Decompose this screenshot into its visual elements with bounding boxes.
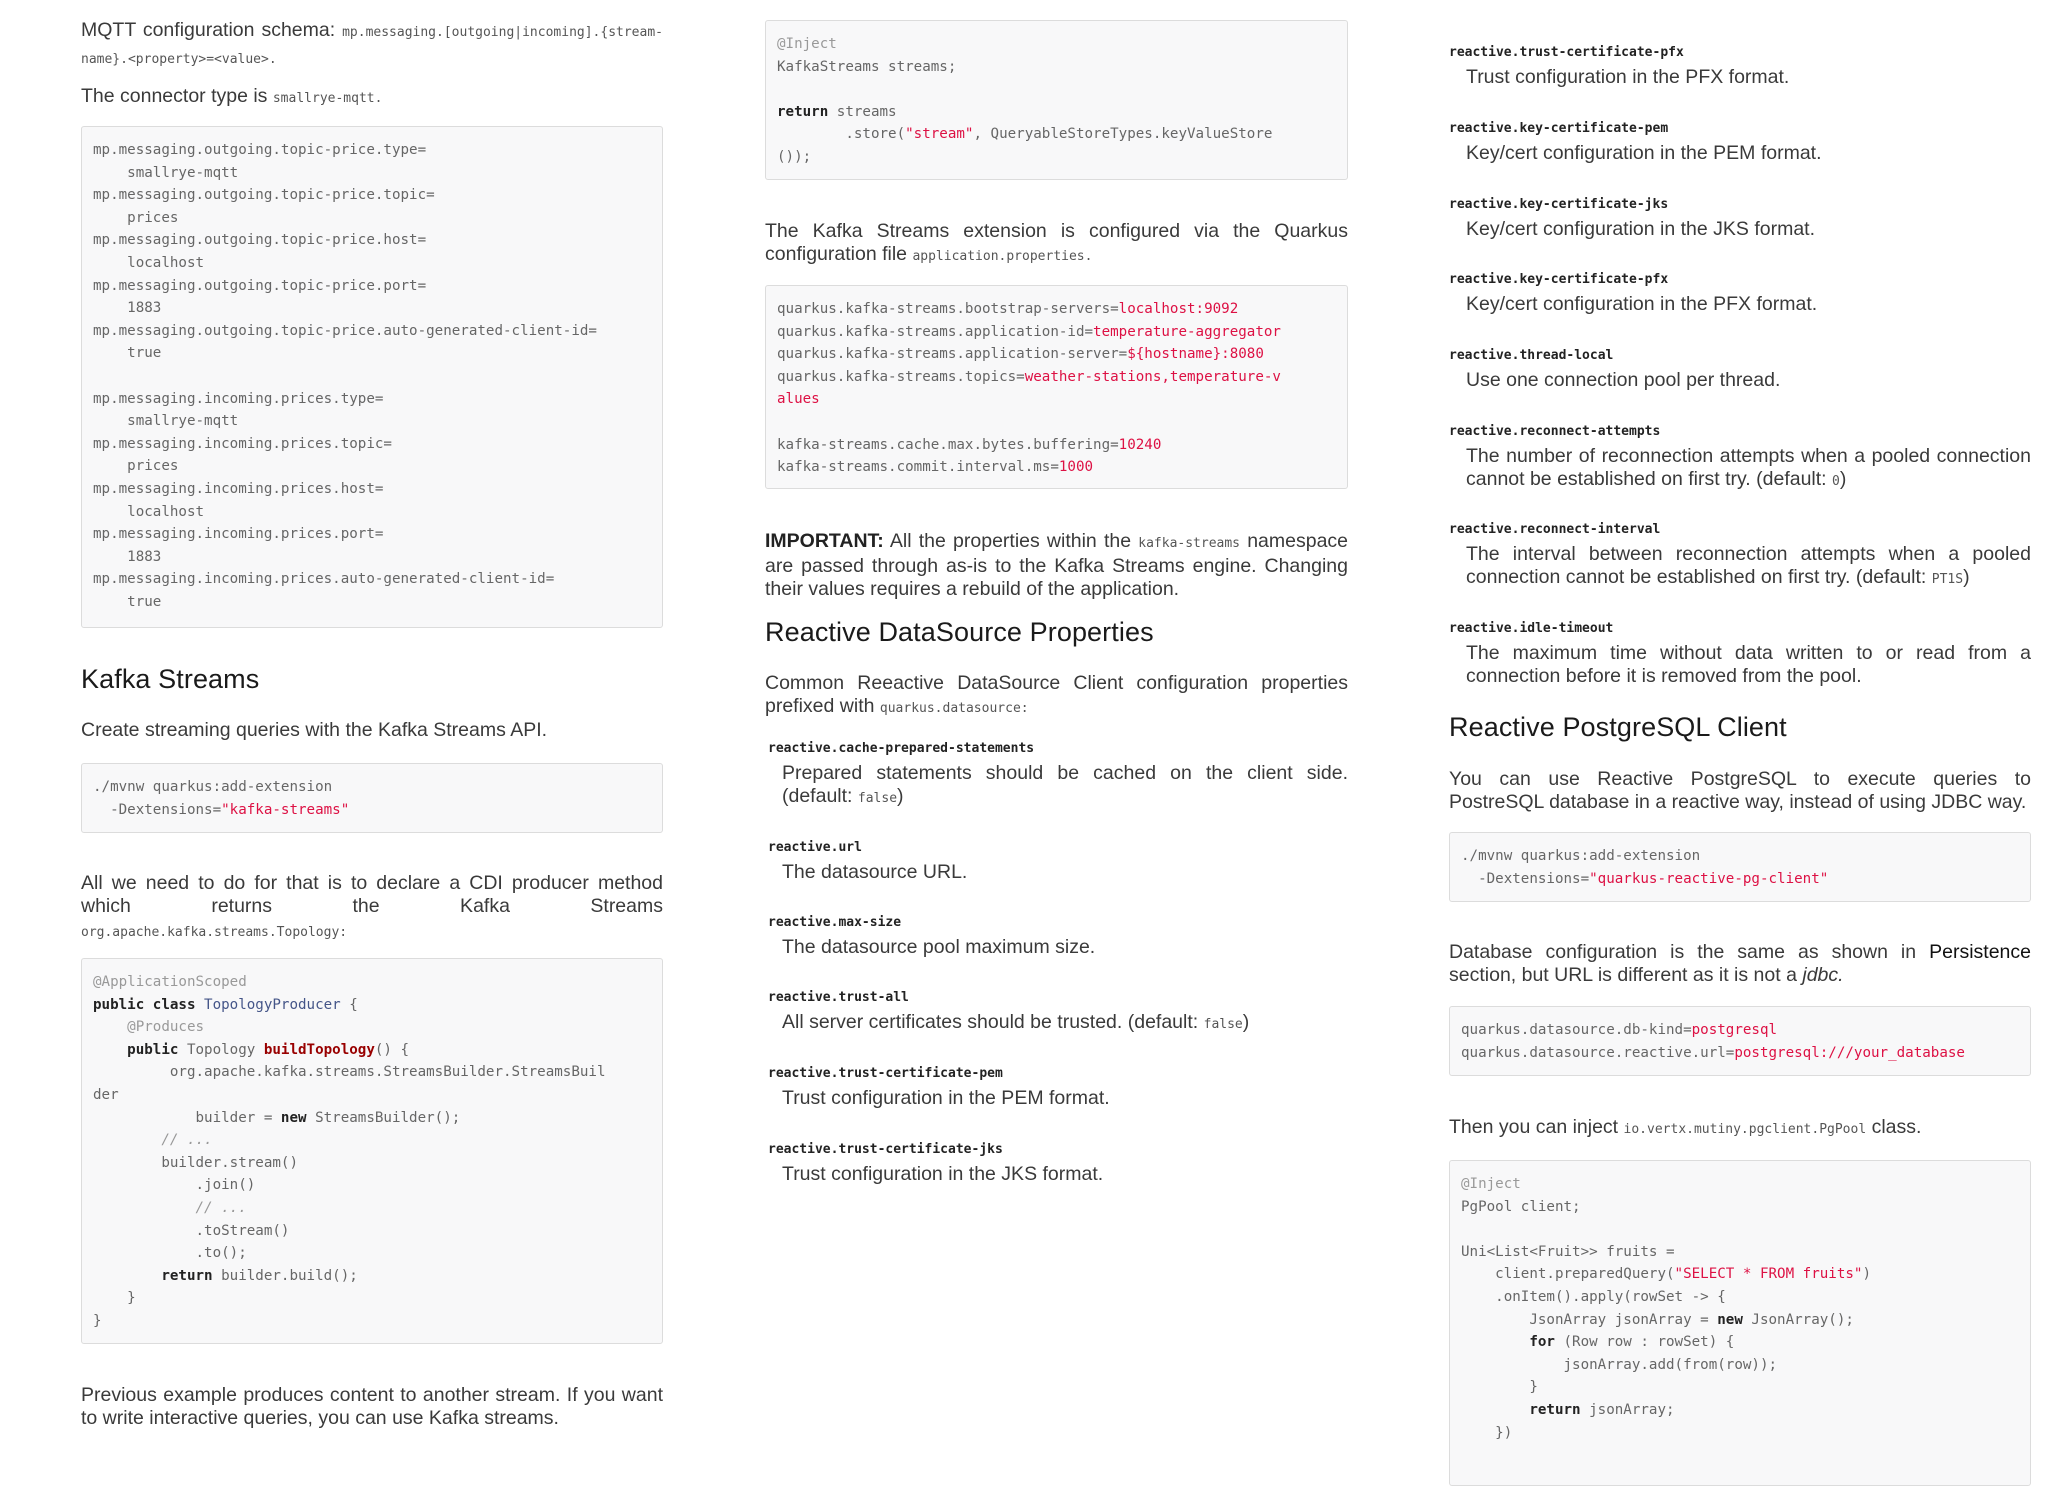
property-desc: Key/cert configuration in the PEM format.: [1466, 142, 1822, 164]
kafka-add-extension-code-block: ./mvnw quarkus:add-extension -Dextensions="kafka-streams": [81, 763, 663, 833]
topology-producer-code-block: @ApplicationScoped public class TopologyProducer { @Produces public Topology buildTopology() { org.apache.kafka.streams.StreamsBuilder.StreamsBuil der builder = new StreamsBuilder(); // ... builder.stream() .join() // ... .toStream() .to(); return builder.build(); } }: [81, 958, 663, 1344]
property-item: [1449, 348, 2031, 392]
property-desc: The datasource URL.: [782, 861, 968, 883]
property-name: reactive.key-certificate-pfx: [1449, 272, 1669, 287]
kafka-streams-intro: Create streaming queries with the Kafka Streams API.: [81, 719, 548, 741]
inject-pgpool-paragraph: Then you can inject io.vertx.mutiny.pgclient.PgPool class.: [1449, 1116, 1922, 1138]
producer-code: org.apache.kafka.streams.Topology:: [81, 925, 348, 940]
inject-kafka-streams-code-block: @Inject KafkaStreams streams; return streams .store("stream", QueryableStoreTypes.keyValueStore ());: [765, 20, 1348, 180]
property-name: reactive.cache-prepared-statements: [768, 741, 1035, 756]
important-label: IMPORTANT:: [765, 530, 884, 552]
property-desc: Trust configuration in the PEM format.: [782, 1087, 1110, 1109]
db-config-paragraph: Database configuration is the same as shown in Persistence section, but URL is different as it is not a jdbc.: [1449, 941, 2031, 986]
property-name: reactive.reconnect-interval: [1449, 522, 1661, 537]
property-desc: Prepared statements should be cached on the client side. (default: false): [782, 762, 1348, 807]
kafka-properties-code-block: quarkus.kafka-streams.bootstrap-servers=localhost:9092 quarkus.kafka-streams.application-id=temperature-aggregator quarkus.kafka-streams.application-server=${hostname}:8080 quarkus.kafka-streams.topics=weather-stations,temperature-v alues kafka-streams.cache.max.bytes.buffering=10240 kafka-streams.commit.interval.ms=1000: [765, 285, 1348, 489]
property-name: reactive.trust-certificate-jks: [768, 1142, 1003, 1157]
producer-text: All we need to do for that is to declare a CDI producer method which returns the Kafka Streams: [81, 872, 663, 917]
important-paragraph: IMPORTANT: All the properties within the kafka-streams namespace are passed through as-is to the Kafka Streams engine. Changing their values requires a rebuild of the application.: [765, 530, 1349, 600]
property-item: [1449, 424, 2031, 493]
important-code: kafka-streams: [1138, 536, 1241, 551]
property-desc: Trust configuration in the JKS format.: [782, 1163, 1104, 1185]
property-name: reactive.idle-timeout: [1449, 621, 1614, 636]
property-name: reactive.reconnect-attempts: [1449, 424, 1661, 439]
pgpool-class-code: io.vertx.mutiny.pgclient.PgPool: [1623, 1122, 1867, 1137]
connector-paragraph: [81, 85, 663, 110]
producer-paragraph: [81, 872, 663, 944]
property-item: [765, 1142, 1348, 1186]
property-name: reactive.trust-all: [768, 990, 909, 1005]
property-name: reactive.trust-certificate-pem: [768, 1066, 1003, 1081]
property-item: [1449, 197, 2031, 241]
previous-example-paragraph: Previous example produces content to another stream. If you want to write interactive queries, you can use Kafka streams.: [81, 1384, 663, 1429]
property-desc: The interval between reconnection attempts when a pooled connection cannot be established on first try. (default: PT1S): [1466, 543, 2031, 588]
property-name: reactive.key-certificate-jks: [1449, 197, 1669, 212]
kafka-config-paragraph: [765, 220, 1348, 268]
mqtt-intro-text: MQTT configuration schema:: [81, 19, 336, 41]
reactive-ds-code: quarkus.datasource:: [879, 701, 1029, 716]
property-item: [1449, 522, 2031, 591]
reactive-ds-intro-paragraph: Common Reeactive DataSource Client configuration properties prefixed with quarkus.datasource:: [765, 672, 1348, 717]
kafka-streams-heading: Kafka Streams: [81, 664, 260, 694]
kafka-config-text: The Kafka Streams extension is configured via the Quarkus configuration file: [765, 220, 1348, 265]
connector-text: The connector type is: [81, 85, 268, 107]
pg-intro-paragraph: You can use Reactive PostgreSQL to execute queries to PostreSQL database in a reactive way, instead of using JDBC way.: [1449, 768, 2031, 813]
property-desc: Key/cert configuration in the PFX format.: [1466, 293, 1818, 315]
property-name: reactive.url: [768, 840, 862, 855]
property-desc: Use one connection pool per thread.: [1466, 369, 1781, 391]
property-item: [765, 915, 1348, 959]
property-item: [765, 1066, 1348, 1110]
property-desc: The datasource pool maximum size.: [782, 936, 1096, 958]
property-desc: The number of reconnection attempts when a pooled connection cannot be established on first try. (default: 0): [1466, 445, 2031, 490]
reactive-postgresql-heading: Reactive PostgreSQL Client: [1449, 712, 1787, 742]
reactive-datasource-heading: Reactive DataSource Properties: [765, 617, 1154, 647]
mqtt-schema-code: mp.messaging.[outgoing|incoming].{stream-name}.<property>=<value>.: [81, 25, 663, 67]
property-item: [1449, 45, 2031, 89]
persistence-link[interactable]: Persistence: [1929, 941, 2031, 963]
property-item: [765, 840, 1348, 884]
mqtt-schema-paragraph: [81, 18, 663, 72]
property-desc: All server certificates should be trusted. (default: false): [782, 1011, 1250, 1033]
property-item: [1449, 621, 2031, 688]
property-item: [1449, 272, 2031, 316]
pg-add-extension-code-block: ./mvnw quarkus:add-extension -Dextensions="quarkus-reactive-pg-client": [1449, 832, 2031, 902]
pg-datasource-code-block: quarkus.datasource.db-kind=postgresql quarkus.datasource.reactive.url=postgresql:///your_database: [1449, 1006, 2031, 1076]
property-desc: The maximum time without data written to or read from a connection before it is removed from the pool.: [1466, 642, 2031, 687]
property-item: [765, 741, 1348, 810]
property-item: [765, 990, 1348, 1036]
property-name: reactive.max-size: [768, 915, 902, 930]
pgpool-query-code-block: @Inject PgPool client; Uni<List<Fruit>> fruits = client.preparedQuery("SELECT * FROM fruits") .onItem().apply(rowSet -> { JsonArray jsonArray = new JsonArray(); for (Row row : rowSet) { jsonArray.add(from(row)); } return jsonArray; }): [1449, 1160, 2031, 1486]
mqtt-config-code-block: mp.messaging.outgoing.topic-price.type= smallrye-mqtt mp.messaging.outgoing.topic-price.topic= prices mp.messaging.outgoing.topic-price.host= localhost mp.messaging.outgoing.topic-price.port= 1883 mp.messaging.outgoing.topic-price.auto-generated-client-id= true mp.messaging.incoming.prices.type= smallrye-mqtt mp.messaging.incoming.prices.topic= prices mp.messaging.incoming.prices.host= localhost mp.messaging.incoming.prices.port= 1883 mp.messaging.incoming.prices.auto-generated-client-id= true: [81, 126, 663, 628]
property-name: reactive.thread-local: [1449, 348, 1614, 363]
property-name: reactive.trust-certificate-pfx: [1449, 45, 1684, 60]
property-desc: Key/cert configuration in the JKS format.: [1466, 218, 1816, 240]
property-item: [1449, 121, 2031, 165]
connector-code: smallrye-mqtt.: [272, 91, 383, 106]
property-desc: Trust configuration in the PFX format.: [1466, 66, 1790, 88]
property-name: reactive.key-certificate-pem: [1449, 121, 1669, 136]
kafka-config-code: application.properties.: [912, 249, 1093, 264]
